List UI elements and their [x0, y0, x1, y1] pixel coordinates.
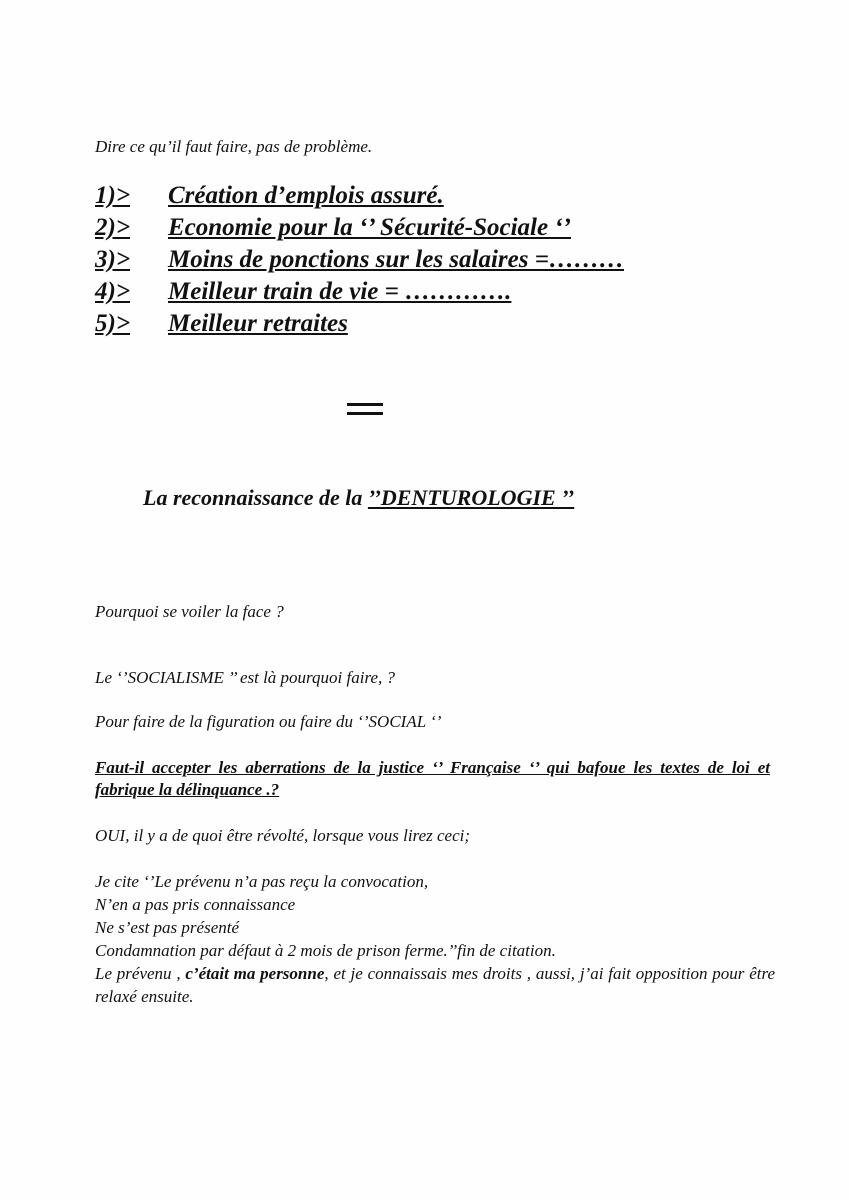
list-item-text: Meilleur train de vie = ………….: [168, 278, 512, 305]
heading-quoted-term: ’’DENTUROLOGIE ’’: [367, 485, 575, 510]
heading-prefix: La reconnaissance de la: [143, 485, 368, 510]
intro-text: Dire ce qu’il faut faire, pas de problème.: [95, 137, 373, 156]
list-item: [95, 212, 735, 244]
list-item-text: Economie pour la ‘’ Sécurité-Sociale ‘’: [168, 214, 571, 241]
numbered-list: [95, 180, 735, 340]
revolt-text: OUI, il y a de quoi être révolté, lorsque vous lirez ceci;: [95, 826, 470, 845]
list-item-number: 5)>: [95, 310, 131, 337]
citation-line: Condamnation par défaut à 2 mois de prison ferme.’’fin de citation.: [95, 941, 556, 960]
list-item: [95, 180, 735, 212]
list-item-text: Création d’emplois assuré.: [168, 182, 444, 209]
list-item-number: 1)>: [95, 182, 131, 209]
list-item-number: 3)>: [95, 246, 131, 273]
question-socialisme: Le ‘’SOCIALISME ’’ est là pourquoi faire, ?: [95, 668, 395, 687]
question-face: Pourquoi se voiler la face ?: [95, 602, 284, 621]
equals-bar-bottom: [347, 412, 383, 415]
list-item: [95, 244, 735, 276]
list-item-number: 2)>: [95, 214, 131, 241]
list-item: [95, 308, 735, 340]
conclusion-start: Le prévenu ,: [95, 964, 186, 983]
list-item-number: 4)>: [95, 278, 131, 305]
bold-question: Faut-il accepter les aberrations de la justice ‘’ Française ‘’ qui bafoue les textes de loi et fabrique la délinquance .?: [95, 758, 770, 799]
section-heading: [143, 485, 574, 511]
list-item: [95, 276, 735, 308]
equals-sign: [347, 403, 383, 415]
citation-line: N’en a pas pris connaissance: [95, 895, 296, 914]
citation-line: Ne s’est pas présenté: [95, 918, 240, 937]
citation-block: [95, 870, 775, 1008]
citation-conclusion: [95, 962, 775, 1008]
list-item-text: Meilleur retraites: [168, 310, 348, 337]
citation-line: Je cite ‘’Le prévenu n’a pas reçu la convocation,: [95, 872, 429, 891]
question-social: Pour faire de la figuration ou faire du ‘’SOCIAL ‘’: [95, 712, 442, 731]
conclusion-bold: c’était ma personne: [185, 964, 325, 983]
list-item-text: Moins de ponctions sur les salaires =………: [168, 246, 624, 273]
equals-bar-top: [347, 403, 383, 406]
conclusion-end: , et je connaissais mes droits , aussi, j’ai fait opposition pour être relaxé ensuite.: [95, 964, 775, 1006]
